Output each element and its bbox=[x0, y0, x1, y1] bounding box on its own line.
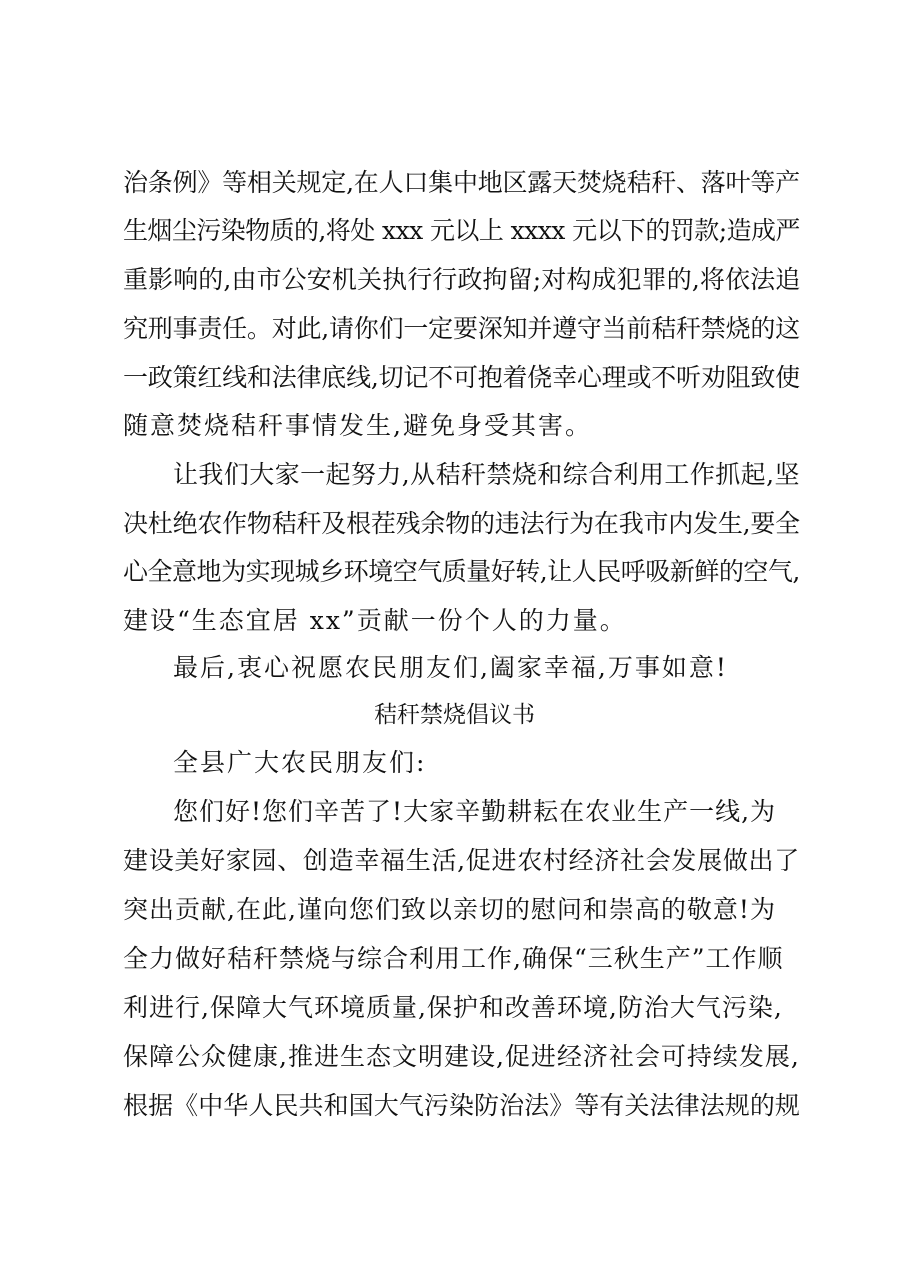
paragraph-4-line-5: 利进行,保障大气环境质量,保护和改善环境,防治大气污染, bbox=[123, 993, 783, 1022]
paragraph-3: 最后,衷心祝愿农民朋友们,阖家幸福,万事如意! bbox=[173, 653, 728, 682]
paragraph-4-line-3: 突出贡献,在此,谨向您们致以亲切的慰问和崇高的敬意!为 bbox=[123, 895, 776, 924]
document-title: 秸秆禁烧倡议书 bbox=[374, 702, 535, 728]
paragraph-1-line-6: 随意焚烧秸秆事情发生,避免身受其害。 bbox=[123, 411, 592, 440]
paragraph-2-line-2: 决杜绝农作物秸秆及根茬残余物的违法行为在我市内发生,要全 bbox=[123, 509, 800, 538]
paragraph-4-line-6: 保障公众健康,推进生态文明建设,促进经济社会可持续发展, bbox=[123, 1042, 800, 1071]
paragraph-1-line-3: 重影响的,由市公安机关执行行政拘留;对构成犯罪的,将依法追 bbox=[123, 265, 801, 294]
paragraph-2-line-4: 建设“生态宜居 xx”贡献一份个人的力量。 bbox=[123, 606, 627, 635]
salutation: 全县广大农民朋友们: bbox=[173, 748, 427, 777]
paragraph-2-line-1: 让我们大家一起努力,从秸秆禁烧和综合利用工作抓起,坚 bbox=[173, 460, 800, 489]
paragraph-4-line-1: 您们好!您们辛苦了!大家辛勤耕耘在农业生产一线,为 bbox=[173, 797, 777, 826]
paragraph-1-line-4: 究刑事责任。对此,请你们一定要深知并遵守当前秸秆禁烧的这 bbox=[123, 314, 800, 343]
paragraph-2-line-3: 心全意地为实现城乡环境空气质量好转,让人民呼吸新鲜的空气, bbox=[123, 557, 800, 586]
paragraph-1-line-2: 生烟尘污染物质的,将处 xxx 元以上 xxxx 元以下的罚款;造成严 bbox=[123, 216, 800, 245]
paragraph-4-line-4: 全力做好秸秆禁烧与综合利用工作,确保“三秋生产”工作顺 bbox=[123, 944, 784, 973]
paragraph-1-line-5: 一政策红线和法律底线,切记不可抱着侥幸心理或不听劝阻致使 bbox=[123, 363, 800, 392]
paragraph-4-line-7: 根据《中华人民共和国大气污染防治法》等有关法律法规的规 bbox=[123, 1091, 801, 1120]
paragraph-1-line-1: 治条例》等相关规定,在人口集中地区露天焚烧秸秆、落叶等产 bbox=[123, 168, 800, 197]
paragraph-4-line-2: 建设美好家园、创造幸福生活,促进农村经济社会发展做出了 bbox=[123, 846, 800, 875]
